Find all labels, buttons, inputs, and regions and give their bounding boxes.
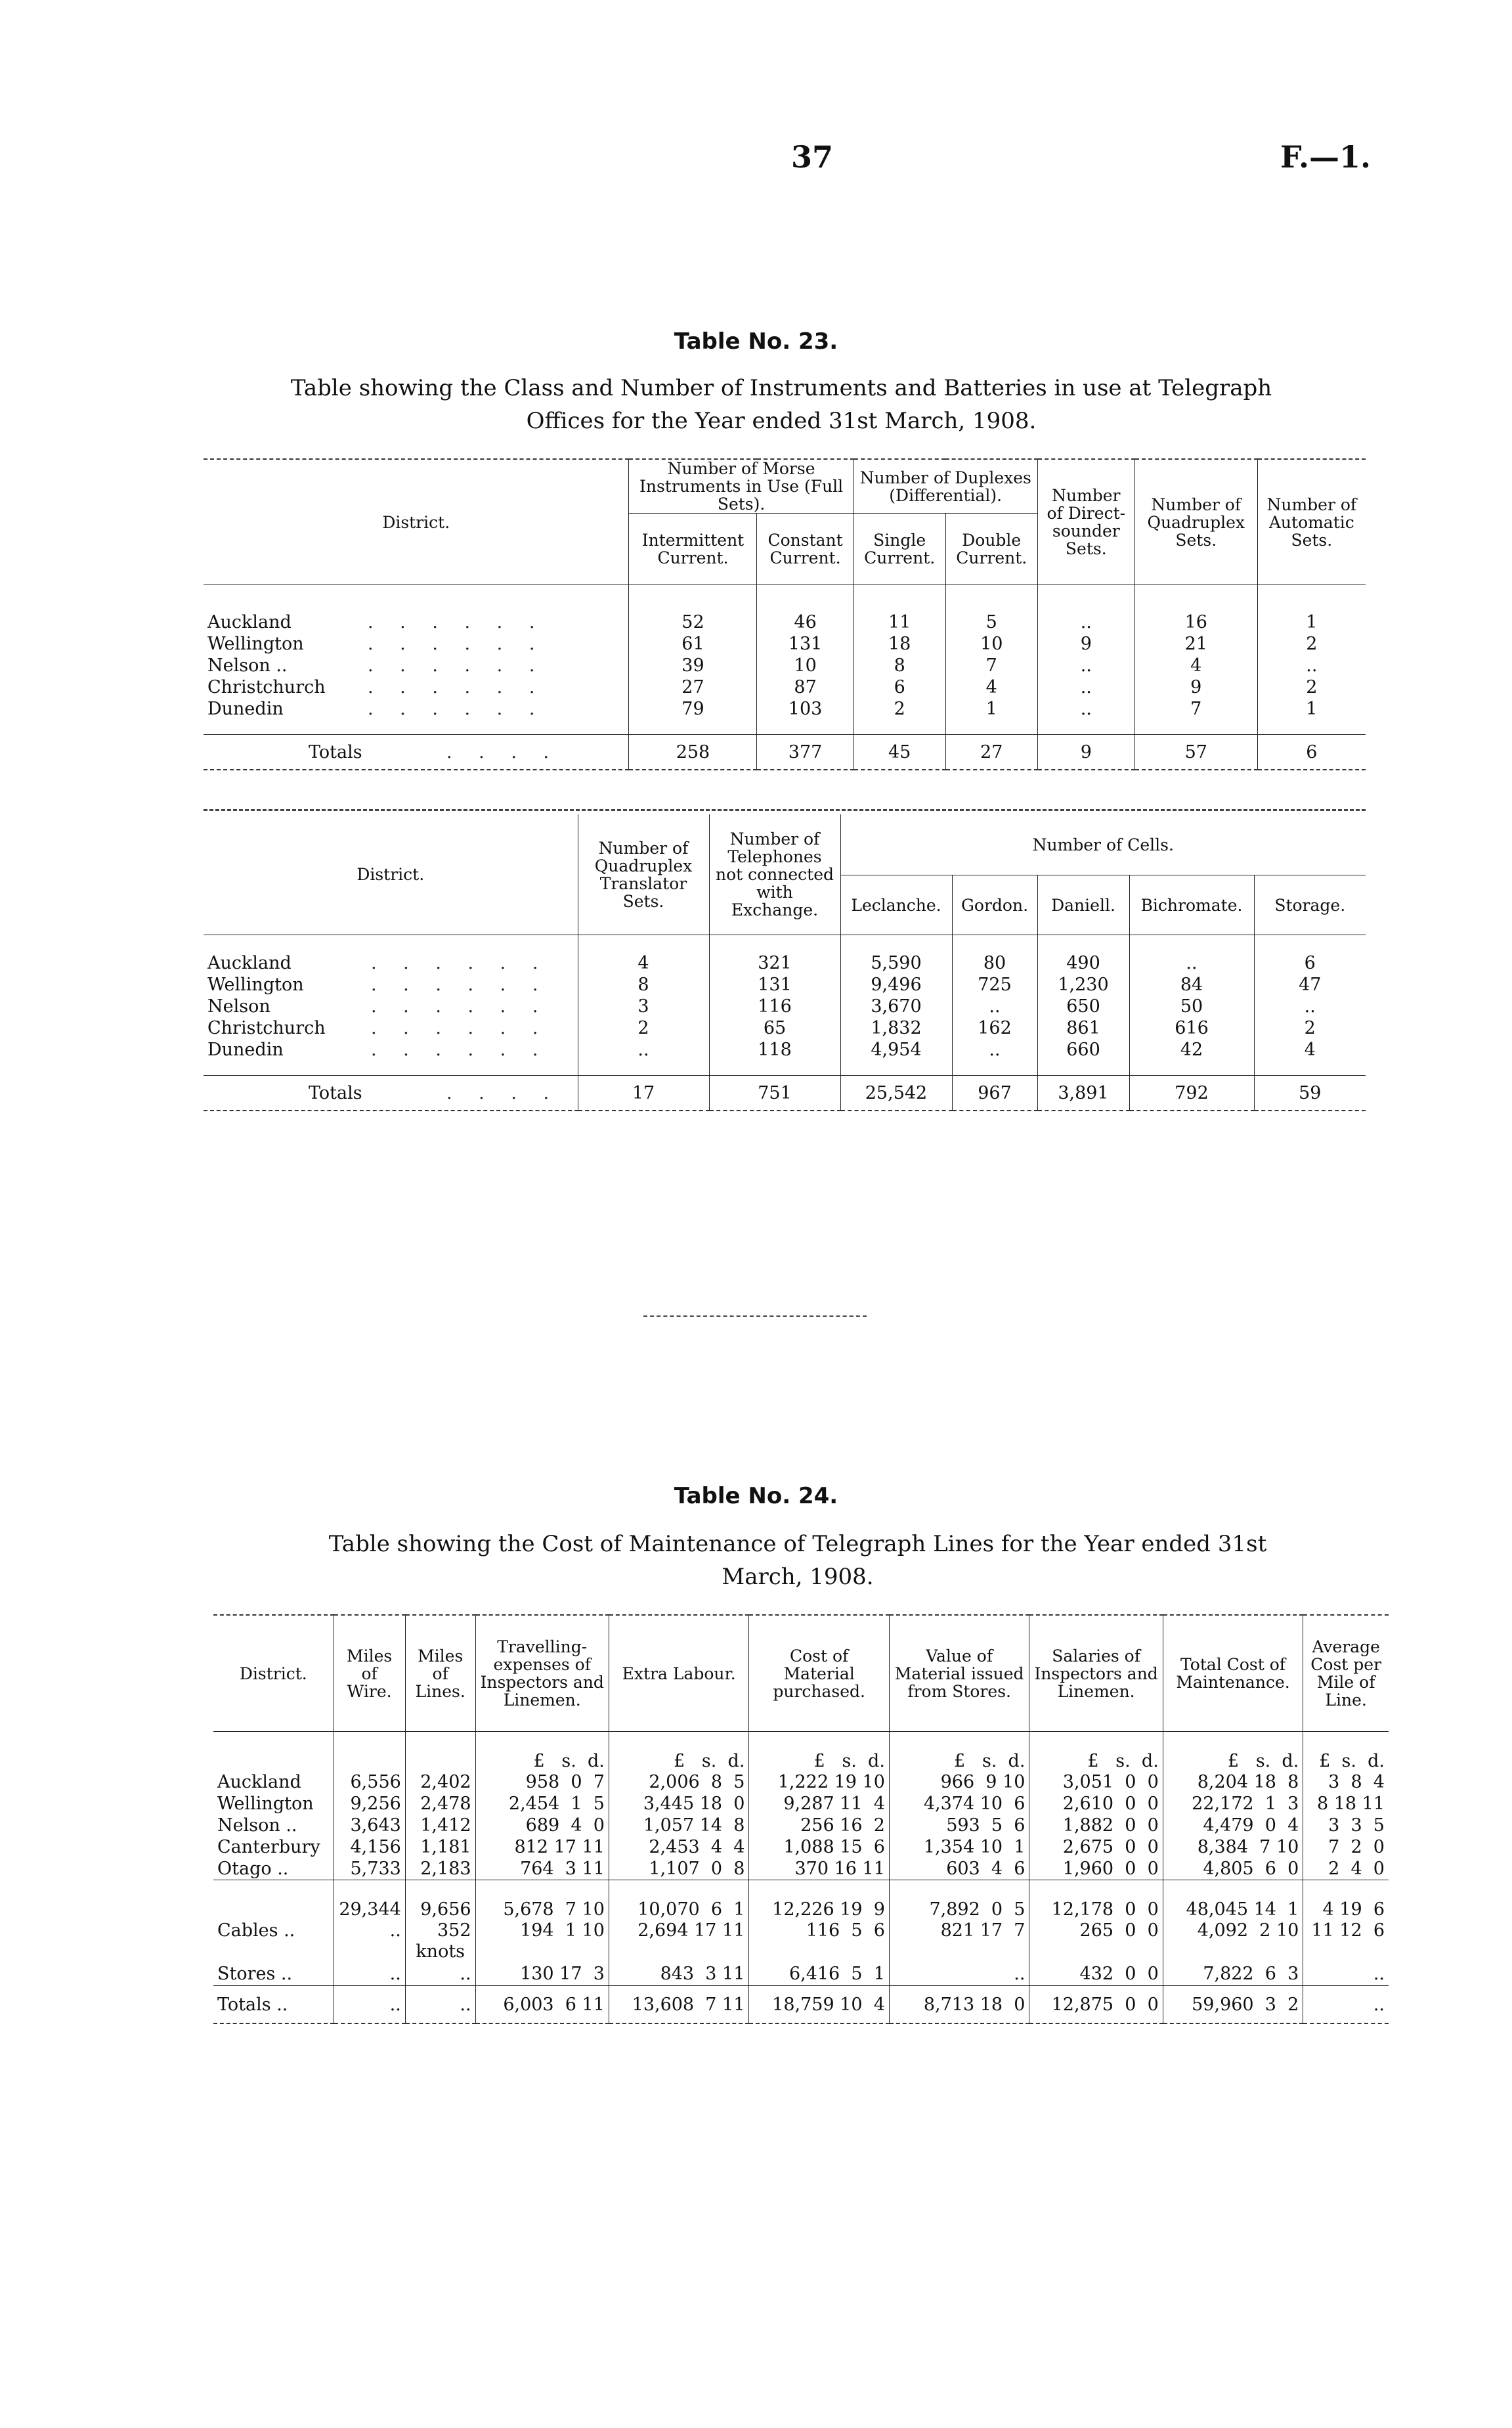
table-23-divider [204, 809, 1366, 811]
value-cell: 194 1 10 [475, 1920, 609, 1941]
value-cell: 65 [709, 1017, 840, 1039]
value-cell: 2,454 1 5 [475, 1793, 609, 1815]
district-cell [204, 952, 578, 974]
total-cost-header: Total Cost of Maintenance. [1163, 1615, 1303, 1732]
value-cell: 4,092 2 10 [1163, 1920, 1303, 1941]
total-cell: 3,891 [1037, 1076, 1129, 1111]
units-spacer [405, 1732, 475, 1772]
currency-units: £ s. d. [1303, 1732, 1389, 1772]
totals-row [204, 1076, 1366, 1111]
value-cell: 9,256 [334, 1793, 405, 1815]
value-cell: 2,453 4 4 [609, 1836, 749, 1858]
district-header-3: District. [213, 1615, 334, 1732]
value-cell: 7 2 0 [1303, 1836, 1389, 1858]
table-23-title: Table No. 23. [674, 328, 838, 355]
value-cell: 1,107 0 8 [609, 1858, 749, 1880]
value-cell: 18 [853, 633, 945, 655]
value-cell: 490 [1037, 952, 1129, 974]
value-cell: .. [952, 996, 1037, 1017]
page-number: 37 [791, 139, 834, 175]
district-cell [204, 996, 578, 1017]
stores-header: Value of Material issued from Stores. [889, 1615, 1029, 1732]
table-row [213, 1771, 1389, 1793]
value-cell: 4 [945, 676, 1037, 698]
district-cell: Cables .. [217, 1920, 295, 1941]
table-24 [213, 1614, 1389, 2024]
total-cell: 27 [945, 735, 1037, 770]
value-cell: 8,204 18 8 [1163, 1771, 1303, 1793]
value-cell: 966 9 10 [889, 1771, 1029, 1793]
value-cell: .. [334, 1920, 405, 1941]
value-cell: .. [1037, 698, 1134, 720]
leader-dots: . . . . . . [368, 677, 546, 697]
value-cell: 116 5 6 [749, 1920, 890, 1941]
leader-dots: . . . . . . [371, 996, 549, 1017]
value-cell: 660 [1037, 1039, 1129, 1061]
value-cell: 1 [945, 698, 1037, 720]
value-cell: 4 [1254, 1039, 1366, 1061]
miles-wire-header: Miles of Wire. [334, 1615, 405, 1732]
table-row [204, 676, 1366, 698]
value-cell: 131 [757, 633, 853, 655]
currency-units: £ s. d. [475, 1732, 609, 1772]
total-cell: 967 [952, 1076, 1037, 1111]
value-cell: 6 [853, 676, 945, 698]
value-cell: 2 [1254, 1017, 1366, 1039]
note-row [213, 1941, 1389, 1962]
value-cell: 1,832 [840, 1017, 952, 1039]
district-cell [213, 1880, 334, 1920]
value-cell: .. [1129, 952, 1254, 974]
value-cell: 80 [952, 952, 1037, 974]
table-row [204, 1017, 1366, 1039]
value-cell: 265 0 0 [1029, 1920, 1163, 1941]
value-cell: 3 [578, 996, 709, 1017]
value-cell: 52 [629, 611, 757, 633]
value-cell: 9 [1134, 676, 1257, 698]
table-row [204, 1039, 1366, 1061]
value-cell: 61 [629, 633, 757, 655]
leader-dots: . . . . [446, 1082, 560, 1103]
district-cell: Canterbury [217, 1837, 320, 1857]
leader-dots: . . . . . . [371, 1040, 549, 1060]
district-cell [204, 698, 629, 720]
value-cell: 47 [1254, 974, 1366, 996]
value-cell: 27 [629, 676, 757, 698]
value-cell: 12,875 0 0 [1029, 1986, 1163, 2024]
district-name: Dunedin [207, 1040, 284, 1060]
morse-header: Number of Morse Instruments in Use (Full Sets). [629, 459, 853, 514]
district-name: Nelson .. [207, 655, 288, 676]
value-cell: 8,384 7 10 [1163, 1836, 1303, 1858]
district-name: Auckland [207, 953, 292, 973]
double-header: Double Current. [945, 514, 1037, 585]
value-cell: 2 4 0 [1303, 1858, 1389, 1880]
intermittent-header: Intermittent Current. [629, 514, 757, 585]
district-header: District. [204, 459, 629, 585]
total-cell: 751 [709, 1076, 840, 1111]
value-cell: 689 4 0 [475, 1815, 609, 1836]
leader-dots: . . . . . . [368, 655, 546, 676]
telephones-header: Number of Telephones not connected with Exchange. [709, 814, 840, 935]
value-cell: 3,643 [334, 1815, 405, 1836]
value-cell: 5,590 [840, 952, 952, 974]
page-reference: F.—1. [1280, 139, 1372, 175]
table-row [204, 974, 1366, 996]
district-header-2: District. [204, 814, 578, 935]
value-cell: 2 [578, 1017, 709, 1039]
value-cell: .. [334, 1986, 405, 2024]
value-cell: 3,670 [840, 996, 952, 1017]
value-cell: 8 18 11 [1303, 1793, 1389, 1815]
leader-dots: . . . . . . [368, 634, 546, 654]
value-cell: 5 [945, 611, 1037, 633]
value-cell: 7 [1134, 698, 1257, 720]
table-row [204, 611, 1366, 633]
table-23-caption-line2: Offices for the Year ended 31st March, 1908. [526, 408, 1037, 434]
table-row [204, 952, 1366, 974]
total-cell: 59 [1254, 1076, 1366, 1111]
value-cell: 118 [709, 1039, 840, 1061]
cables-row [213, 1920, 1389, 1941]
value-cell: 370 16 11 [749, 1858, 890, 1880]
value-cell: 5,733 [334, 1858, 405, 1880]
total-cell: 6 [1257, 735, 1366, 770]
leader-dots: . . . . . . [371, 1018, 549, 1038]
storage-header: Storage. [1254, 875, 1366, 935]
value-cell: .. [1254, 996, 1366, 1017]
table-row [204, 655, 1366, 676]
spacer [475, 1941, 609, 1962]
spacer [1303, 1941, 1389, 1962]
value-cell: .. [405, 1986, 475, 2024]
district-name: Christchurch [207, 1018, 326, 1038]
value-cell: 10 [757, 655, 853, 676]
value-cell: 9,287 11 4 [749, 1793, 890, 1815]
subtotal-row [213, 1880, 1389, 1920]
spacer [609, 1941, 749, 1962]
table-row [213, 1793, 1389, 1815]
table-row [204, 996, 1366, 1017]
quadruplex-header: Number of Quadruplex Sets. [1134, 459, 1257, 585]
table-23-part2 [204, 814, 1366, 1111]
value-cell: .. [889, 1962, 1029, 1986]
value-cell: 1,088 15 6 [749, 1836, 890, 1858]
total-cell: 377 [757, 735, 853, 770]
leader-dots: . . . . [446, 741, 560, 762]
totals-row [213, 1986, 1389, 2024]
section-divider [643, 1315, 867, 1317]
value-cell: 958 0 7 [475, 1771, 609, 1793]
district-name: Wellington [207, 975, 304, 995]
value-cell: 2,610 0 0 [1029, 1793, 1163, 1815]
value-cell: 4 [578, 952, 709, 974]
value-cell: .. [1037, 655, 1134, 676]
total-cell: 792 [1129, 1076, 1254, 1111]
translator-header: Number of Quadruplex Translator Sets. [578, 814, 709, 935]
value-cell: 764 3 11 [475, 1858, 609, 1880]
value-cell: 18,759 10 4 [749, 1986, 890, 2024]
table-row [213, 1815, 1389, 1836]
district-cell: Nelson .. [217, 1815, 297, 1836]
value-cell: 48,045 14 1 [1163, 1880, 1303, 1920]
value-cell: 87 [757, 676, 853, 698]
value-cell: 9 [1037, 633, 1134, 655]
value-cell: .. [952, 1039, 1037, 1061]
value-cell: 8 [578, 974, 709, 996]
total-cell: 45 [853, 735, 945, 770]
value-cell: 8 [853, 655, 945, 676]
value-cell: 1 [1257, 698, 1366, 720]
value-cell: 2,694 17 11 [609, 1920, 749, 1941]
value-cell: 432 0 0 [1029, 1962, 1163, 1986]
district-cell: Wellington [217, 1794, 314, 1814]
value-cell: 6,003 6 11 [475, 1986, 609, 2024]
currency-units: £ s. d. [1163, 1732, 1303, 1772]
value-cell: 16 [1134, 611, 1257, 633]
currency-units: £ s. d. [1029, 1732, 1163, 1772]
table-23-caption-line1: Table showing the Class and Number of Instruments and Batteries in use at Telegraph [290, 375, 1272, 401]
value-cell: .. [1037, 676, 1134, 698]
salaries-header: Salaries of Inspectors and Linemen. [1029, 1615, 1163, 1732]
value-cell: 861 [1037, 1017, 1129, 1039]
value-cell: 3,445 18 0 [609, 1793, 749, 1815]
leader-dots: . . . . . . [368, 699, 546, 719]
value-cell: 603 4 6 [889, 1858, 1029, 1880]
value-cell: 3,051 0 0 [1029, 1771, 1163, 1793]
value-cell: 4,479 0 4 [1163, 1815, 1303, 1836]
gordon-header: Gordon. [952, 875, 1037, 935]
value-cell: 12,178 0 0 [1029, 1880, 1163, 1920]
total-cell: 25,542 [840, 1076, 952, 1111]
value-cell: 4,805 6 0 [1163, 1858, 1303, 1880]
table-24-caption-line1: Table showing the Cost of Maintenance of Telegraph Lines for the Year ended 31st [328, 1531, 1267, 1557]
currency-units: £ s. d. [609, 1732, 749, 1772]
currency-units: £ s. d. [749, 1732, 890, 1772]
constant-header: Constant Current. [757, 514, 853, 585]
district-cell [204, 633, 629, 655]
leclanche-header: Leclanche. [840, 875, 952, 935]
material-header: Cost of Material purchased. [749, 1615, 890, 1732]
direct-sounder-header: Number of Direct-sounder Sets. [1037, 459, 1134, 585]
value-cell: .. [1303, 1986, 1389, 2024]
value-cell: .. [578, 1039, 709, 1061]
value-cell: 1,222 19 10 [749, 1771, 890, 1793]
value-cell: 7,822 6 3 [1163, 1962, 1303, 1986]
value-cell: 11 [853, 611, 945, 633]
district-cell [204, 974, 578, 996]
value-cell: 39 [629, 655, 757, 676]
value-cell: 103 [757, 698, 853, 720]
spacer [213, 1941, 334, 1962]
knots-note: knots [405, 1941, 475, 1962]
value-cell: 9,656 [405, 1880, 475, 1920]
value-cell: 162 [952, 1017, 1037, 1039]
value-cell: 4 [1134, 655, 1257, 676]
leader-dots: . . . . . . [371, 953, 549, 973]
value-cell: 5,678 7 10 [475, 1880, 609, 1920]
miles-lines-header: Miles of Lines. [405, 1615, 475, 1732]
value-cell: 4,156 [334, 1836, 405, 1858]
extra-labour-header: Extra Labour. [609, 1615, 749, 1732]
value-cell: 1,412 [405, 1815, 475, 1836]
spacer [1163, 1941, 1303, 1962]
value-cell: 11 12 6 [1303, 1920, 1389, 1941]
value-cell: 4 19 6 [1303, 1880, 1389, 1920]
value-cell: 2,006 8 5 [609, 1771, 749, 1793]
value-cell: 6 [1254, 952, 1366, 974]
value-cell: .. [334, 1962, 405, 1986]
value-cell: 2,478 [405, 1793, 475, 1815]
value-cell: 29,344 [334, 1880, 405, 1920]
district-name: Wellington [207, 634, 304, 654]
district-cell: Totals .. [213, 1986, 334, 2024]
value-cell: 1,882 0 0 [1029, 1815, 1163, 1836]
value-cell: 1 [1257, 611, 1366, 633]
value-cell: 843 3 11 [609, 1962, 749, 1986]
total-cell: 17 [578, 1076, 709, 1111]
value-cell: .. [1257, 655, 1366, 676]
table-row [204, 698, 1366, 720]
value-cell: 8,713 18 0 [889, 1986, 1029, 2024]
value-cell: 821 17 7 [889, 1920, 1029, 1941]
district-cell: Auckland [217, 1772, 301, 1792]
district-name: Auckland [207, 612, 292, 632]
value-cell: 6,416 5 1 [749, 1962, 890, 1986]
value-cell: 812 17 11 [475, 1836, 609, 1858]
district-cell [204, 1017, 578, 1039]
leader-dots: . . . . . . [371, 975, 549, 995]
value-cell: 116 [709, 996, 840, 1017]
value-cell: .. [1037, 611, 1134, 633]
daniell-header: Daniell. [1037, 875, 1129, 935]
value-cell: 59,960 3 2 [1163, 1986, 1303, 2024]
table-row [213, 1836, 1389, 1858]
value-cell: 22,172 1 3 [1163, 1793, 1303, 1815]
district-cell [204, 676, 629, 698]
value-cell: 21 [1134, 633, 1257, 655]
value-cell: 2 [1257, 676, 1366, 698]
value-cell: 50 [1129, 996, 1254, 1017]
value-cell: 2 [853, 698, 945, 720]
value-cell: .. [405, 1962, 475, 1986]
value-cell: 2,675 0 0 [1029, 1836, 1163, 1858]
value-cell: 3 8 4 [1303, 1771, 1389, 1793]
value-cell: 10 [945, 633, 1037, 655]
value-cell: 256 16 2 [749, 1815, 890, 1836]
total-cell: 9 [1037, 735, 1134, 770]
value-cell: 1,057 14 8 [609, 1815, 749, 1836]
value-cell: 1,354 10 1 [889, 1836, 1029, 1858]
value-cell: 46 [757, 611, 853, 633]
single-header: Single Current. [853, 514, 945, 585]
value-cell: 1,230 [1037, 974, 1129, 996]
spacer [749, 1941, 890, 1962]
value-cell: 84 [1129, 974, 1254, 996]
totals-label: Totals [309, 741, 362, 762]
totals-label-cell [204, 735, 629, 770]
district-cell [204, 1039, 578, 1061]
district-name: Christchurch [207, 677, 326, 697]
district-cell: Stores .. [217, 1963, 293, 1984]
district-cell: Otago .. [217, 1859, 289, 1879]
table-row [204, 633, 1366, 655]
total-cell: 57 [1134, 735, 1257, 770]
spacer [334, 1941, 405, 1962]
value-cell: 130 17 3 [475, 1962, 609, 1986]
units-spacer [334, 1732, 405, 1772]
table-23-part1 [204, 458, 1366, 770]
value-cell: 2,402 [405, 1771, 475, 1793]
value-cell: 7,892 0 5 [889, 1880, 1029, 1920]
value-cell: .. [1303, 1962, 1389, 1986]
value-cell: 10,070 6 1 [609, 1880, 749, 1920]
table-24-title: Table No. 24. [674, 1483, 838, 1509]
value-cell: 2 [1257, 633, 1366, 655]
value-cell: 79 [629, 698, 757, 720]
district-cell [204, 655, 629, 676]
district-name: Dunedin [207, 699, 284, 719]
value-cell: 321 [709, 952, 840, 974]
totals-row [204, 735, 1366, 770]
value-cell: 9,496 [840, 974, 952, 996]
spacer [889, 1941, 1029, 1962]
automatic-header: Number of Automatic Sets. [1257, 459, 1366, 585]
value-cell: 4,954 [840, 1039, 952, 1061]
value-cell: 13,608 7 11 [609, 1986, 749, 2024]
value-cell: 2,183 [405, 1858, 475, 1880]
totals-label-cell [204, 1076, 578, 1111]
value-cell: 12,226 19 9 [749, 1880, 890, 1920]
value-cell: 7 [945, 655, 1037, 676]
stores-row [213, 1962, 1389, 1986]
units-spacer [213, 1732, 334, 1772]
value-cell: 42 [1129, 1039, 1254, 1061]
district-name: Nelson [207, 996, 270, 1017]
table-24-caption-line2: March, 1908. [722, 1564, 874, 1590]
district-cell [204, 611, 629, 633]
duplexes-header: Number of Duplexes (Differential). [853, 459, 1037, 514]
value-cell: 1,960 0 0 [1029, 1858, 1163, 1880]
currency-units: £ s. d. [889, 1732, 1029, 1772]
value-cell: 131 [709, 974, 840, 996]
value-cell: 6,556 [334, 1771, 405, 1793]
total-cell: 258 [629, 735, 757, 770]
leader-dots: . . . . . . [368, 612, 546, 632]
value-cell: 4,374 10 6 [889, 1793, 1029, 1815]
spacer [1029, 1941, 1163, 1962]
bichromate-header: Bichromate. [1129, 875, 1254, 935]
value-cell: 650 [1037, 996, 1129, 1017]
travelling-header: Travelling-expenses of Inspectors and Linemen. [475, 1615, 609, 1732]
cells-header: Number of Cells. [840, 814, 1366, 875]
average-cost-header: Average Cost per Mile of Line. [1303, 1615, 1389, 1732]
value-cell: 3 3 5 [1303, 1815, 1389, 1836]
totals-label: Totals [309, 1082, 362, 1103]
value-cell: 616 [1129, 1017, 1254, 1039]
value-cell: 1,181 [405, 1836, 475, 1858]
value-cell: 593 5 6 [889, 1815, 1029, 1836]
table-row [213, 1858, 1389, 1880]
value-cell: 725 [952, 974, 1037, 996]
value-cell: 352 [405, 1920, 475, 1941]
